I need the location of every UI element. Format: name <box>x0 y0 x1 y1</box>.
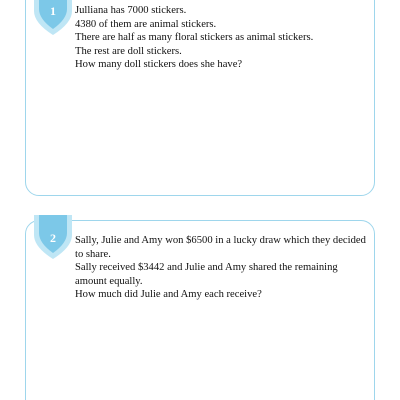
question-card-1 <box>25 0 375 196</box>
question-number: 1 <box>50 4 56 18</box>
question-text <box>75 234 366 302</box>
question-card-2 <box>25 220 375 400</box>
question-line: The rest are doll stickers. <box>75 45 182 57</box>
question-number: 2 <box>50 231 56 245</box>
question-line: Julliana has 7000 stickers. <box>75 5 187 16</box>
question-line: How much did Julie and Amy each receive? <box>75 289 262 300</box>
question-line: Sally received $3442 and Julie and Amy shared the remaining amount equally. <box>75 262 338 287</box>
question-line: How many doll stickers does she have? <box>75 59 243 70</box>
question-line: 4380 of them are animal stickers. <box>75 18 217 30</box>
question-line: There are half as many floral stickers as animal stickers. <box>75 32 314 43</box>
question-line: Sally, Julie and Amy won $6500 in a lucky draw which they decided to share. <box>75 235 366 260</box>
question-text <box>75 4 366 72</box>
